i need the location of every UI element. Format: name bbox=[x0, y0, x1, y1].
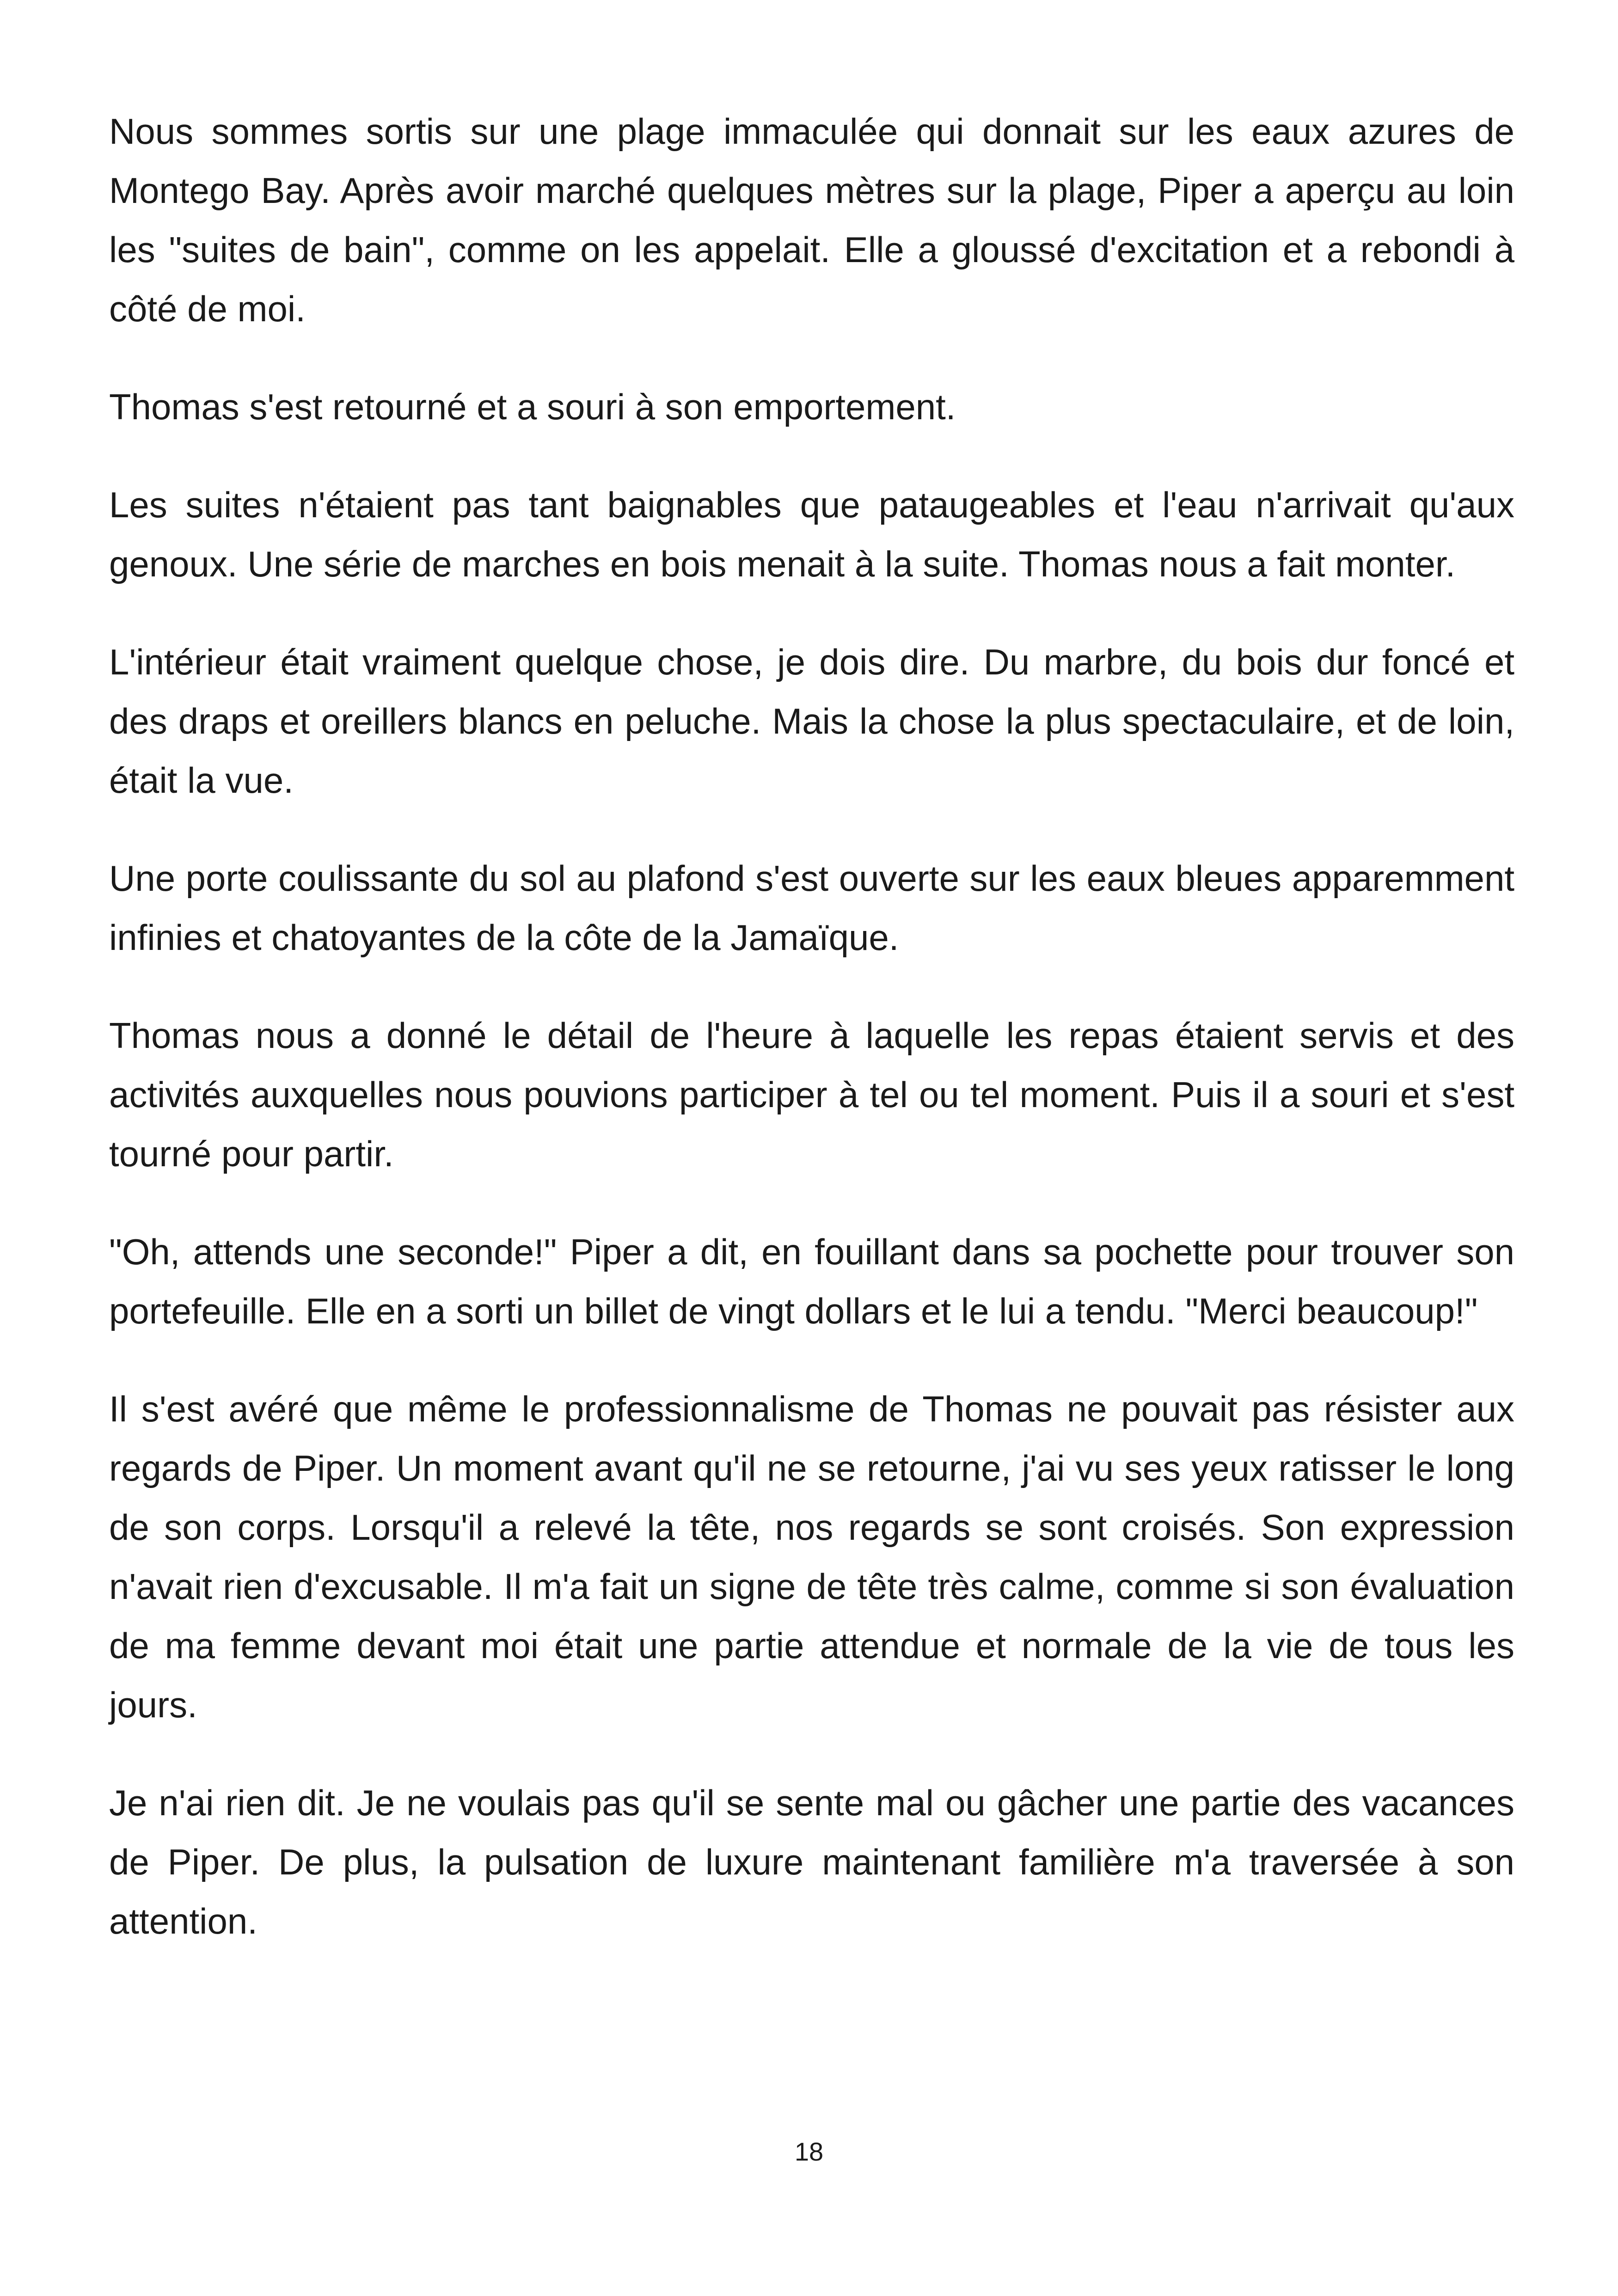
body-text bbox=[109, 102, 1514, 1951]
paragraph: L'intérieur était vraiment quelque chose, je dois dire. Du marbre, du bois dur foncé et des draps et oreillers blancs en peluche. Mais la chose la plus spectaculaire, et de loin, était la vue. bbox=[109, 642, 1514, 801]
page-number: 18 bbox=[794, 2137, 824, 2166]
paragraph: "Oh, attends une seconde!" Piper a dit, en fouillant dans sa pochette pour trouver son portefeuille. Elle en a sorti un billet de vingt dollars et le lui a tendu. "Merci beaucoup!" bbox=[109, 1231, 1514, 1331]
paragraph: Les suites n'étaient pas tant baignables que pataugeables et l'eau n'arrivait qu'aux genoux. Une série de marches en bois menait à la suite. Thomas nous a fait monter. bbox=[109, 484, 1514, 584]
paragraph: Thomas s'est retourné et a souri à son emportement. bbox=[109, 386, 956, 427]
paragraph: Nous sommes sortis sur une plage immaculée qui donnait sur les eaux azures de Montego Bay. Après avoir marché quelques mètres sur la plage, Piper a aperçu au loin les "suites de bain", comme on les appelait. Elle a gloussé d'excitation et a rebondi à côté de moi. bbox=[109, 111, 1514, 329]
paragraph: Thomas nous a donné le détail de l'heure à laquelle les repas étaient servis et des activités auxquelles nous pouvions participer à tel ou tel moment. Puis il a souri et s'est tourné pour partir. bbox=[109, 1015, 1514, 1174]
paragraph: Je n'ai rien dit. Je ne voulais pas qu'il se sente mal ou gâcher une partie des vacances de Piper. De plus, la pulsation de luxure maintenant familière m'a traversée à son attention. bbox=[109, 1782, 1514, 1941]
paragraph: Il s'est avéré que même le professionnalisme de Thomas ne pouvait pas résister aux regards de Piper. Un moment avant qu'il ne se retourne, j'ai vu ses yeux ratisser le long de son corps. Lorsqu'il a relevé la tête, nos regards se sont croisés. Son expression n'avait rien d'excusable. Il m'a fait un signe de tête très calme, comme si son évaluation de ma femme devant moi était une partie attendue et normale de la vie de tous les jours. bbox=[109, 1389, 1514, 1725]
paragraph: Une porte coulissante du sol au plafond s'est ouverte sur les eaux bleues apparemment infinies et chatoyantes de la côte de la Jamaïque. bbox=[109, 858, 1514, 958]
